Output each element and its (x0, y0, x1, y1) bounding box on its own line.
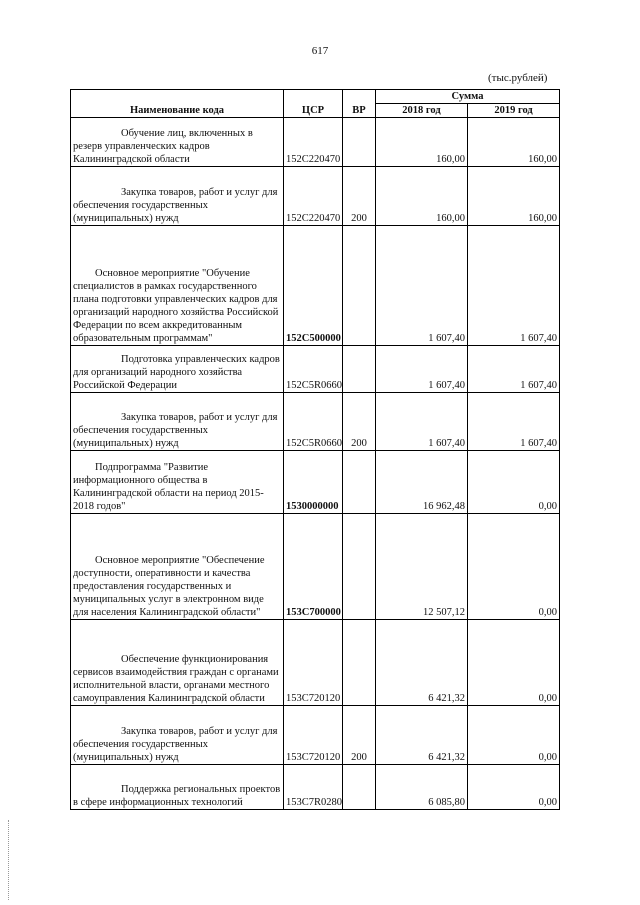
row-2018: 12 507,12 (376, 514, 468, 620)
row-csr: 153С700000 (284, 514, 343, 620)
table-row (71, 514, 560, 620)
table-row (71, 765, 560, 810)
row-vr (343, 226, 376, 346)
row-name: Подпрограмма "Развитие информационного общества в Калининградской области на период 2015-2018 годов" (73, 462, 264, 512)
row-2019: 1 607,40 (468, 393, 560, 451)
table-row (71, 346, 560, 393)
header-row-1 (71, 90, 560, 104)
row-2019: 1 607,40 (468, 346, 560, 393)
row-vr (343, 765, 376, 810)
row-2018: 6 421,32 (376, 706, 468, 765)
row-csr: 152С5R0660 (284, 393, 343, 451)
row-2018: 1 607,40 (376, 226, 468, 346)
row-vr: 200 (343, 167, 376, 226)
row-2018: 1 607,40 (376, 393, 468, 451)
row-csr: 1530000000 (284, 451, 343, 514)
row-name: Обучение лиц, включенных в резерв управленческих кадров Калининградской области (73, 128, 253, 165)
row-csr: 153С7R0280 (284, 765, 343, 810)
row-2019: 0,00 (468, 451, 560, 514)
row-2018: 160,00 (376, 118, 468, 167)
row-2018: 1 607,40 (376, 346, 468, 393)
row-vr (343, 346, 376, 393)
row-csr: 152С220470 (284, 167, 343, 226)
table-row (71, 620, 560, 706)
row-csr: 152С220470 (284, 118, 343, 167)
row-vr: 200 (343, 706, 376, 765)
table-row (71, 118, 560, 167)
row-csr: 152С5R0660 (284, 346, 343, 393)
row-name: Основное мероприятие "Обеспечение доступности, оперативности и качества предоставления государственных и муниципальных услуг в электронном виде для населения Калининградской области" (73, 555, 265, 618)
row-2019: 0,00 (468, 706, 560, 765)
row-2018: 160,00 (376, 167, 468, 226)
table-row (71, 226, 560, 346)
table-row (71, 393, 560, 451)
table-row (71, 167, 560, 226)
header-name: Наименование кода (71, 90, 284, 118)
row-name: Основное мероприятие "Обучение специалистов в рамках государственного плана подготовки управленческих кадров для организаций народного хозяйства Российской Федерации по всем аккредитованным образовательным программам" (73, 268, 279, 344)
row-name: Закупка товаров, работ и услуг для обеспечения государственных (муниципальных) нужд (73, 412, 278, 449)
row-vr: 200 (343, 393, 376, 451)
row-2019: 1 607,40 (468, 226, 560, 346)
row-name: Обеспечение функционирования сервисов взаимодействия граждан с органами исполнительной власти, органами местного самоуправления Калининградской области (73, 654, 279, 704)
row-2018: 6 421,32 (376, 620, 468, 706)
row-name: Закупка товаров, работ и услуг для обеспечения государственных (муниципальных) нужд (73, 726, 278, 763)
scan-margin-mark (8, 820, 10, 900)
row-vr (343, 118, 376, 167)
row-csr: 152С500000 (284, 226, 343, 346)
header-sum: Сумма (376, 90, 560, 104)
row-name: Поддержка региональных проектов в сфере информационных технологий (73, 784, 281, 808)
header-2019: 2019 год (468, 104, 560, 118)
row-2019: 0,00 (468, 514, 560, 620)
header-csr: ЦСР (284, 90, 343, 118)
unit-note: (тыс.рублей) (488, 72, 548, 84)
row-2018: 16 962,48 (376, 451, 468, 514)
table-row (71, 706, 560, 765)
row-2019: 0,00 (468, 765, 560, 810)
row-csr: 153С720120 (284, 620, 343, 706)
header-vr: ВР (343, 90, 376, 118)
row-2018: 6 085,80 (376, 765, 468, 810)
row-vr (343, 514, 376, 620)
row-name: Закупка товаров, работ и услуг для обеспечения государственных (муниципальных) нужд (73, 187, 278, 224)
row-name: Подготовка управленческих кадров для организаций народного хозяйства Российской Федерации (73, 354, 280, 391)
row-2019: 0,00 (468, 620, 560, 706)
page-number: 617 (311, 45, 329, 57)
row-vr (343, 451, 376, 514)
row-2019: 160,00 (468, 167, 560, 226)
row-vr (343, 620, 376, 706)
budget-table (70, 89, 560, 810)
table-row (71, 451, 560, 514)
header-2018: 2018 год (376, 104, 468, 118)
row-csr: 153С720120 (284, 706, 343, 765)
row-2019: 160,00 (468, 118, 560, 167)
